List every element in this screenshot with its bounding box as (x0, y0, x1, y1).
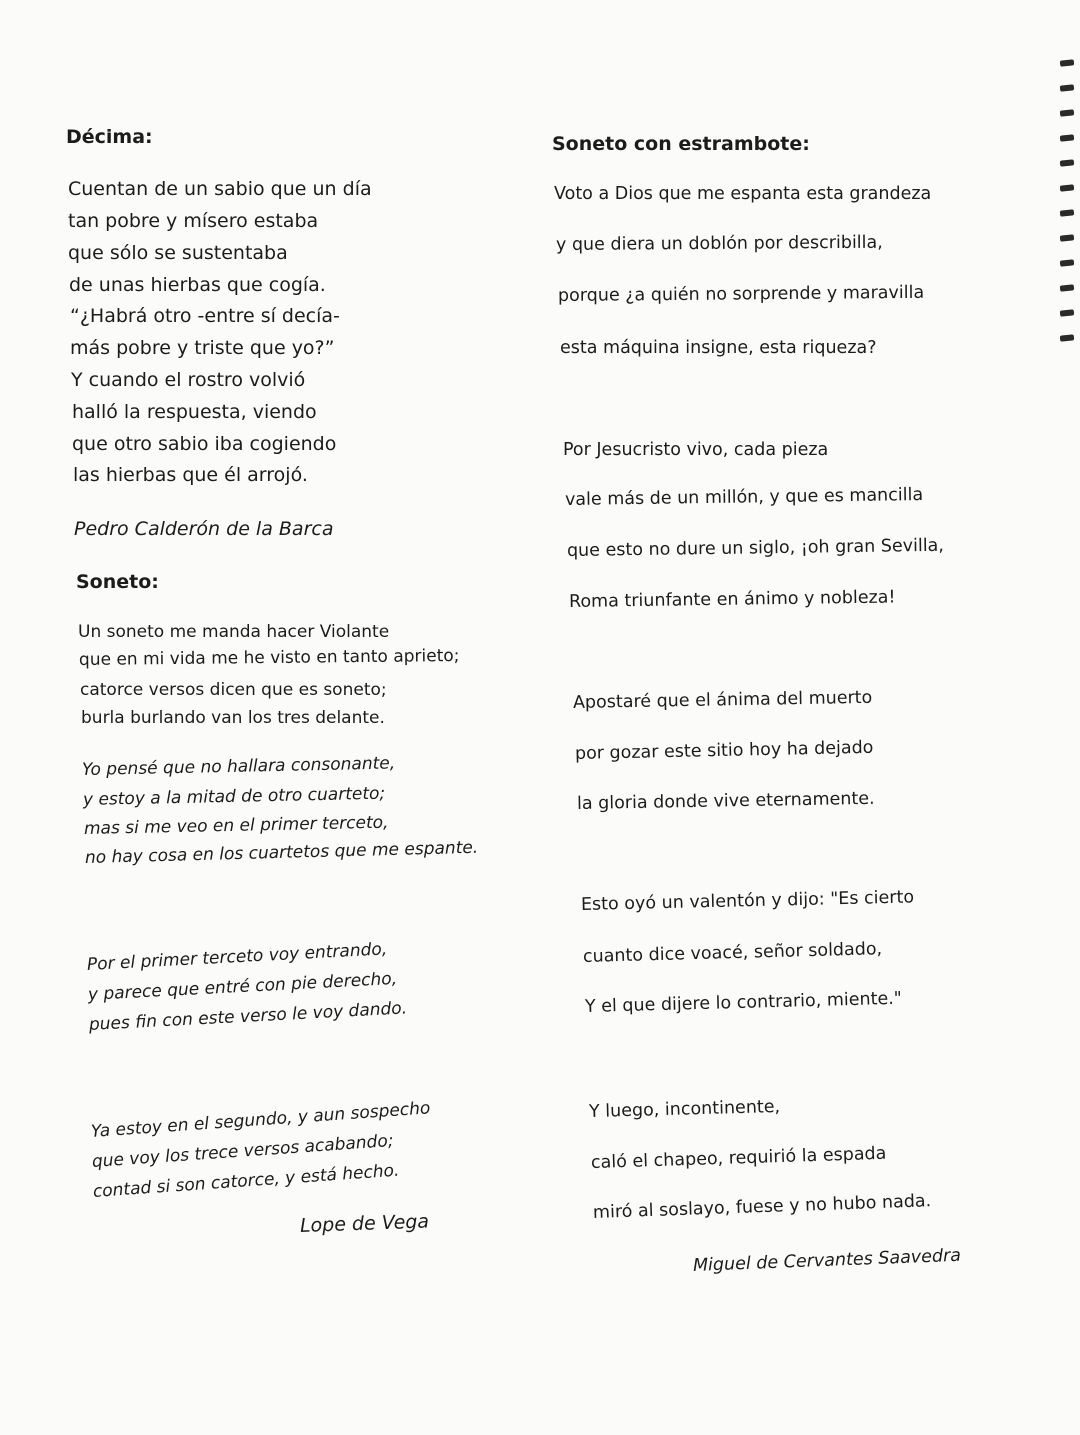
soneto-line: que voy los trece versos acabando; (91, 1130, 395, 1172)
soneto-line: pues fin con este verso le voy dando. (88, 998, 408, 1035)
soneto-line: que en mi vida me he visto en tanto aprieto; (78, 646, 460, 670)
estrambote-line: esta máquina insigne, esta riqueza? (560, 338, 877, 358)
estrambote-line: Esto oyó un valentón y dijo: "Es cierto (580, 887, 915, 915)
estrambote-line: porque ¿a quién no sorprende y maravilla (557, 282, 925, 306)
estrambote-line: Y luego, incontinente, (588, 1096, 781, 1122)
estrambote-line: Por Jesucristo vivo, cada pieza (563, 440, 829, 460)
decima-line: más pobre y triste que yo?” (70, 337, 335, 359)
estrambote-line: Y el que dijere lo contrario, miente." (584, 988, 903, 1017)
soneto-line: y parece que entré con pie derecho, (87, 968, 398, 1005)
soneto-line: burla burlando van los tres delante. (81, 708, 385, 728)
estrambote-line: Roma triunfante en ánimo y nobleza! (568, 587, 896, 612)
estrambote-line: Voto a Dios que me espanta esta grandeza (554, 184, 932, 204)
soneto-line: Un soneto me manda hacer Violante (78, 622, 390, 642)
soneto-author: Lope de Vega (299, 1210, 430, 1237)
spiral-binding (1050, 40, 1080, 360)
decima-line: “¿Habrá otro -entre sí decía- (70, 305, 340, 327)
decima-line: de unas hierbas que cogía. (69, 274, 326, 296)
soneto-line: no hay cosa en los cuartetos que me espante. (84, 837, 479, 868)
soneto-line: catorce versos dicen que es soneto; (80, 680, 387, 700)
decima-line: que sólo se sustentaba (68, 242, 288, 264)
estrambote-line: Apostaré que el ánima del muerto (572, 687, 873, 713)
estrambote-line: miró al soslayo, fuese y no hubo nada. (592, 1191, 932, 1223)
estrambote-line: que esto no dure un siglo, ¡oh gran Sevilla, (566, 535, 945, 561)
estrambote-line: la gloria donde vive eternamente. (576, 788, 875, 814)
soneto-line: mas si me veo en el primer terceto, (83, 812, 389, 839)
decima-heading: Décima: (66, 126, 153, 148)
estrambote-heading: Soneto con estrambote: (552, 133, 810, 155)
decima-line: halló la respuesta, viendo (72, 401, 317, 423)
estrambote-line: caló el chapeo, requirió la espada (590, 1143, 887, 1173)
estrambote-line: cuanto dice voacé, señor soldado, (582, 939, 883, 967)
soneto-line: contad si son catorce, y está hecho. (92, 1160, 401, 1202)
estrambote-author: Miguel de Cervantes Saavedra (692, 1245, 962, 1276)
soneto-line: Yo pensé que no hallara consonante, (81, 753, 396, 780)
estrambote-line: vale más de un millón, y que es mancilla (564, 485, 924, 510)
estrambote-line: por gozar este sitio hoy ha dejado (574, 737, 874, 764)
decima-line: tan pobre y mísero estaba (68, 210, 319, 232)
decima-author: Pedro Calderón de la Barca (74, 518, 334, 540)
decima-line: que otro sabio iba cogiendo (72, 433, 337, 455)
soneto-line: y estoy a la mitad de otro cuarteto; (82, 783, 386, 810)
soneto-line: Ya estoy en el segundo, y aun sospecho (90, 1098, 431, 1142)
decima-line: Y cuando el rostro volvió (71, 369, 306, 391)
estrambote-line: y que diera un doblón por describilla, (555, 232, 883, 255)
decima-line: Cuentan de un sabio que un día (68, 178, 372, 200)
soneto-heading: Soneto: (76, 571, 159, 593)
decima-line: las hierbas que él arrojó. (73, 464, 308, 486)
soneto-line: Por el primer terceto voy entrando, (86, 939, 388, 975)
